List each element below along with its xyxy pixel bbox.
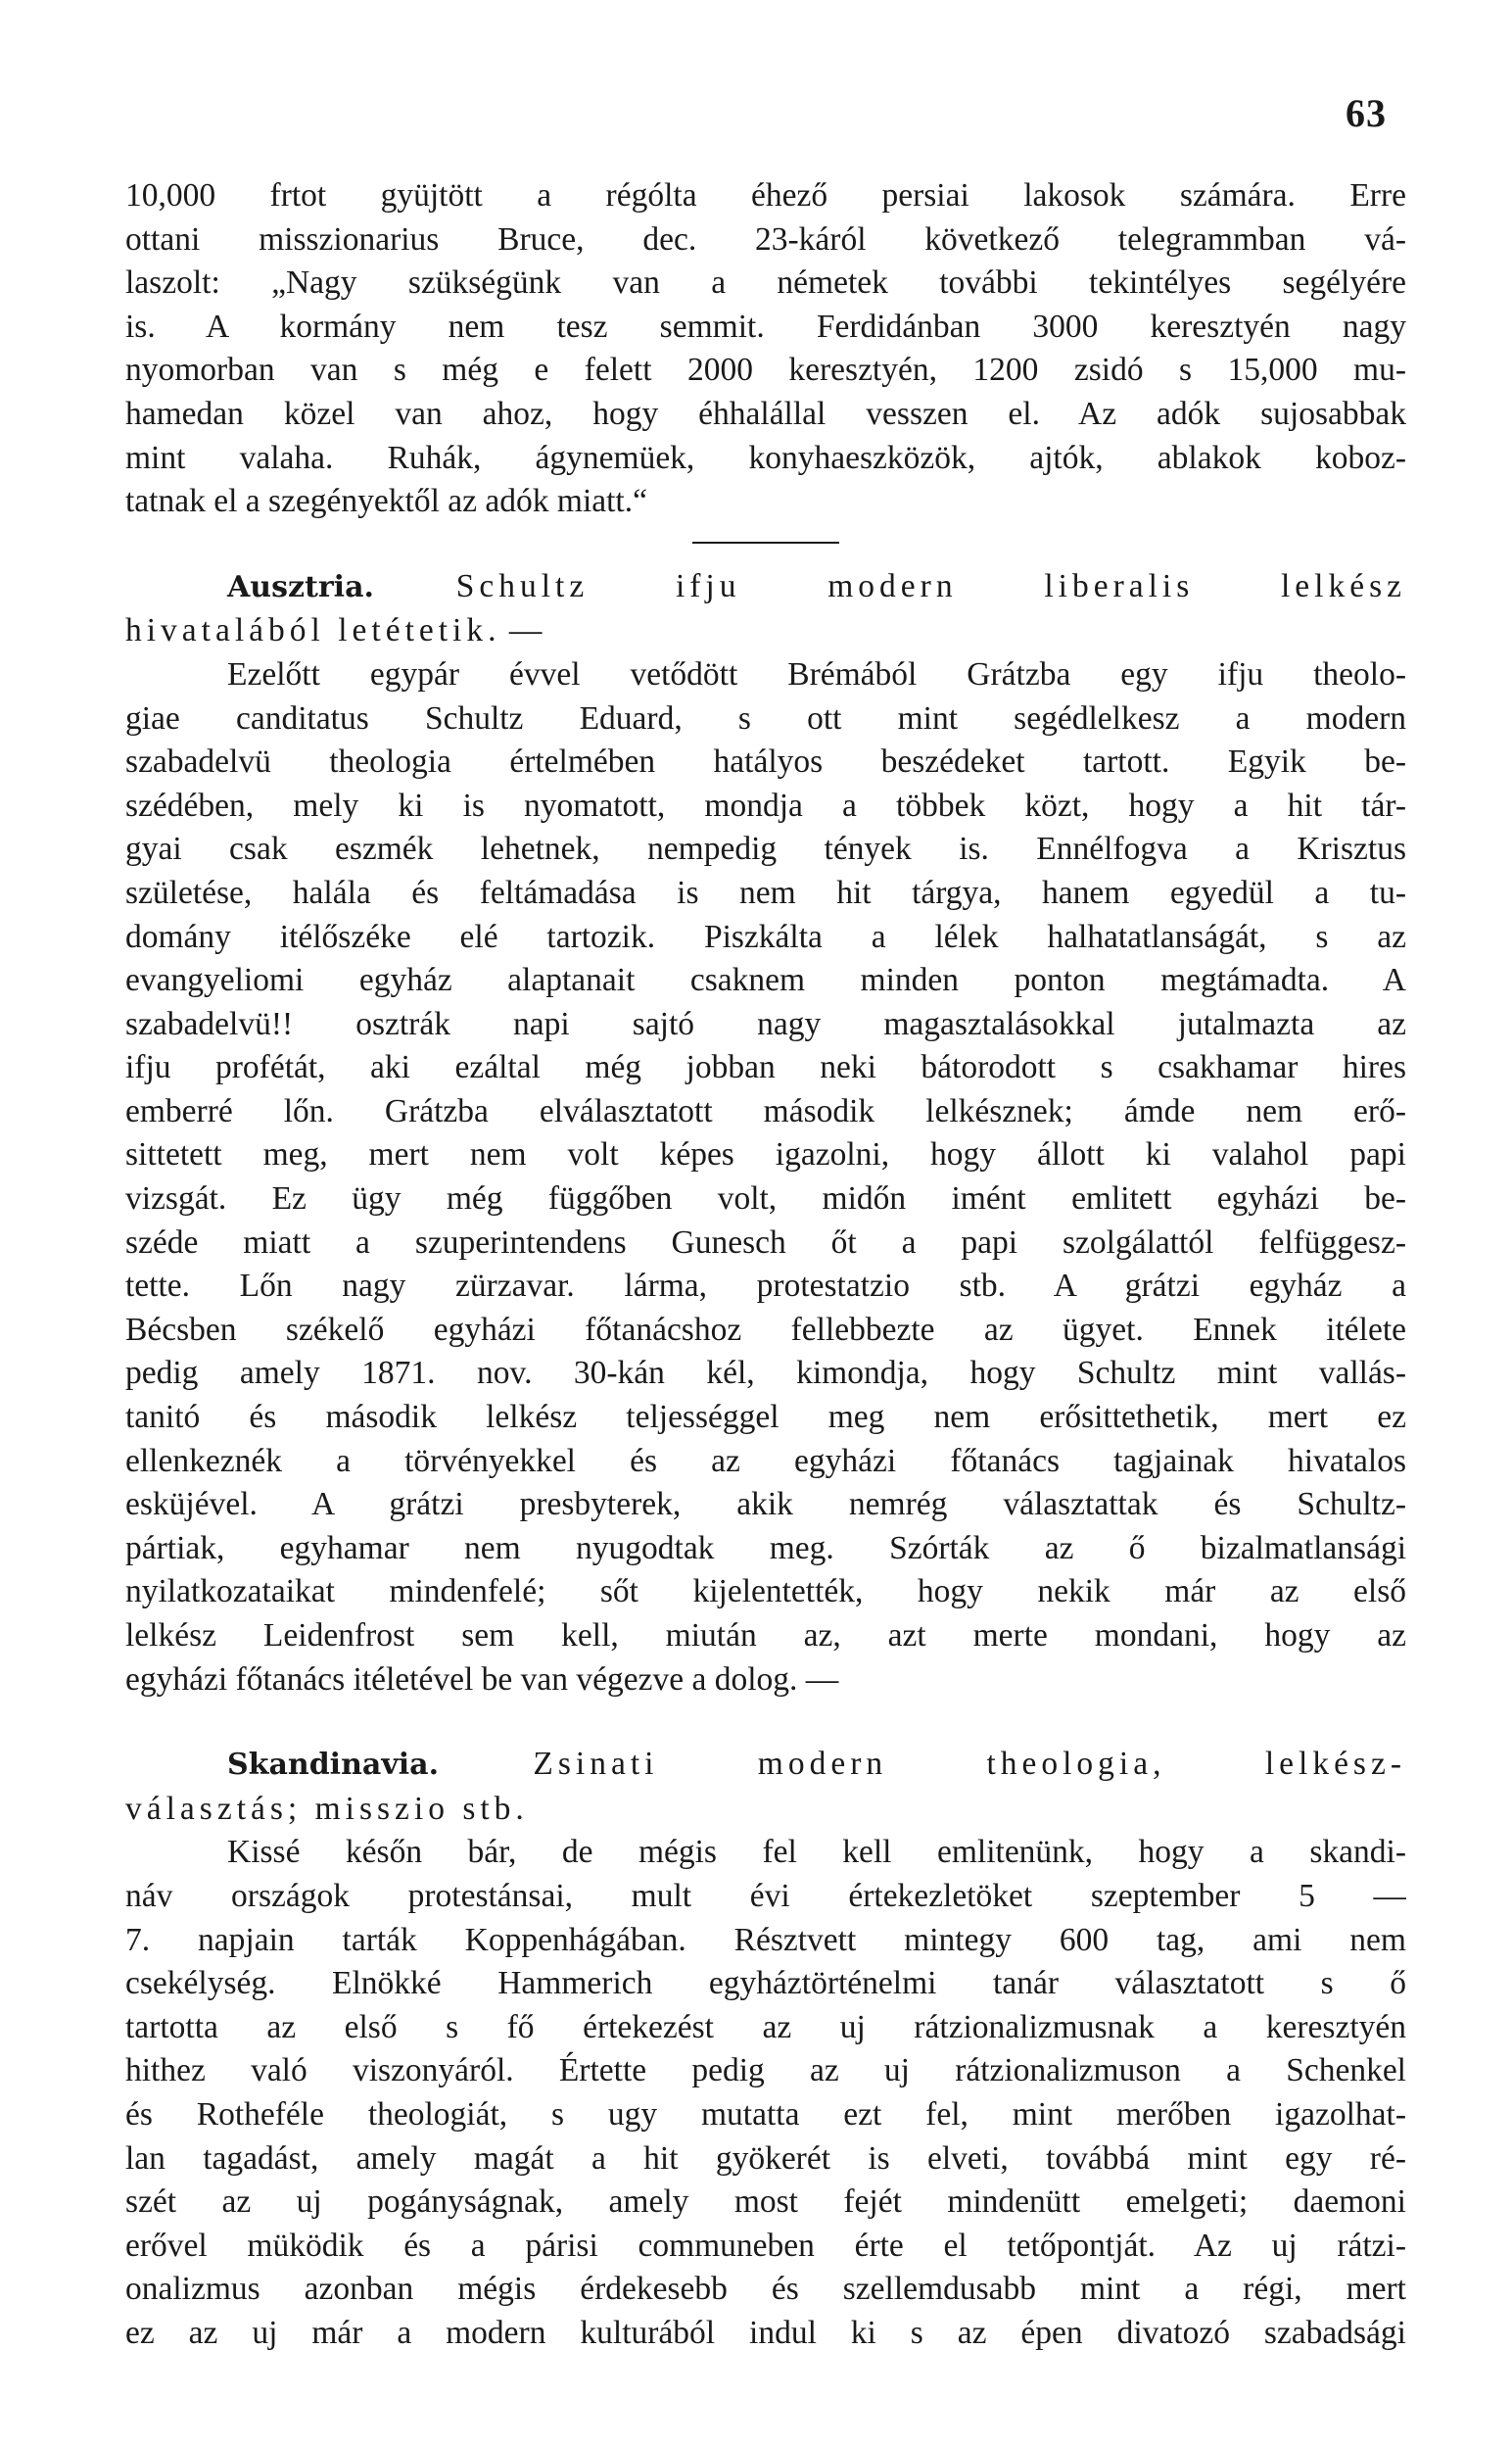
text-line: domány itélőszéke elé tartozik. Piszkálta a lélek halhatatlanságát, s az [125, 918, 1406, 955]
text-line: ez az uj már a modern kulturából indul ki s az épen divatozó szabadsági [125, 2314, 1406, 2351]
text-line: gyai csak eszmék lehetnek, nempedig tények is. Ennélfogva a Krisztus [125, 831, 1406, 868]
text-line: 7. napjain tarták Koppenhágában. Résztvett mintegy 600 tag, ami nem [125, 1921, 1406, 1958]
text-line: szét az uj pogányságnak, amely most fejét mindenütt emelgeti; daemoni [125, 2183, 1406, 2221]
text-line: nyomorban van s még e felett 2000 keresztyén, 1200 zsidó s 15,000 mu- [125, 352, 1406, 389]
text-line: náv országok protestánsai, mult évi értekezletöket szeptember 5 — [125, 1877, 1406, 1914]
section-heading-line [125, 565, 1406, 610]
section-subtitle-line [125, 609, 1406, 653]
text-line: csekélység. Elnökké Hammerich egyháztörténelmi tanár választatott s ő [125, 1965, 1406, 2002]
text-line: nyilatkozataikat mindenfelé; sőt kijelentették, hogy nekik már az első [125, 1573, 1406, 1610]
text-line: Bécsben székelő egyházi főtanácshoz fellebbezte az ügyet. Ennek itélete [125, 1311, 1406, 1348]
section-heading: Ausztria. [227, 569, 374, 604]
section-subtitle: Schultz ifju modern liberalis lelkész [455, 567, 1406, 604]
text-line: onalizmus azonban mégis érdekesebb és szellemdusabb mint a régi, mert [125, 2271, 1406, 2308]
text-line: hamedan közel van ahoz, hogy éhhalállal vesszen el. Az adók sujosabbak [125, 395, 1406, 432]
text-line: pártiak, egyhamar nem nyugodtak meg. Szórták az ő bizalmatlansági [125, 1529, 1406, 1566]
text-line: laszolt: „Nagy szükségünk van a németek további tekintélyes segélyére [125, 264, 1406, 302]
text-line: egyházi főtanács itéletével be van végezve a dolog. — [125, 1660, 839, 1698]
section-subtitle: Zsinati modern theologia, lelkész- [533, 1746, 1406, 1783]
text-line: és Rotheféle theologiát, s ugy mutatta ezt fel, mint merőben igazolhat- [125, 2095, 1406, 2133]
paragraph-persia [125, 174, 1406, 524]
text-line: ellenkeznék a törvényekkel és az egyházi főtanács tagjainak hivatalos [125, 1442, 1406, 1479]
text-line: erővel müködik és a párisi communeben érte el tetőpontját. Az uj rátzi- [125, 2227, 1406, 2264]
text-line: evangyeliomi egyház alaptanait csaknem minden ponton megtámadta. A [125, 962, 1406, 999]
section-subtitle: hivatalából letétetik. [125, 612, 501, 649]
text-line: esküjével. A grátzi presbyterek, akik nemrég választattak és Schultz- [125, 1486, 1406, 1523]
section-subtitle: választás; misszio stb. [125, 1790, 529, 1827]
text-line: hithez való viszonyáról. Értette pedig az uj rátzionalizmuson a Schenkel [125, 2052, 1406, 2089]
text-line: ifju profétát, aki ezáltal még jobban neki bátorodott s csakhamar hires [125, 1049, 1406, 1086]
text-line: széde miatt a szuperintendens Gunesch őt a papi szolgálattól felfüggesz- [125, 1223, 1406, 1261]
text-line: pedig amely 1871. nov. 30-kán kél, kimondja, hogy Schultz mint vallás- [125, 1355, 1406, 1392]
page-body [125, 174, 1406, 2356]
section-heading-line [125, 1743, 1406, 1788]
text-line: mint valaha. Ruhák, ágynemüek, konyhaeszközök, ajtók, ablakok koboz- [125, 439, 1406, 476]
text-line: tette. Lőn nagy zürzavar. lárma, protestatzio stb. A grátzi egyház a [125, 1268, 1406, 1305]
text-line: ottani misszionarius Bruce, dec. 23-káról következő telegrammban vá- [125, 220, 1406, 258]
text-line: szédében, mely ki is nyomatott, mondja a többek közt, hogy a hit tár- [125, 787, 1406, 824]
text-line: sittetett meg, mert nem volt képes igazolni, hogy állott ki valahol papi [125, 1136, 1406, 1174]
text-line: tatnak el a szegényektől az adók miatt.“ [125, 483, 647, 520]
section-subtitle-line [125, 1788, 1406, 1832]
text-line: lelkész Leidenfrost sem kell, miután az, azt merte mondani, hogy az [125, 1617, 1406, 1654]
text-line: Kissé későn bár, de mégis fel kell emlitenünk, hogy a skandi- [227, 1834, 1406, 1871]
text-line: szabadelvü theologia értelmében hatályos beszédeket tartott. Egyik be- [125, 743, 1406, 781]
text-line: 10,000 frtot gyüjtött a régólta éhező persiai lakosok számára. Erre [125, 177, 1406, 214]
dash: — [500, 612, 543, 649]
section-heading: Skandinavia. [227, 1748, 440, 1783]
text-line: vizsgát. Ez ügy még függőben volt, midőn imént emlitett egyházi be- [125, 1180, 1406, 1218]
page-number: 63 [1346, 91, 1387, 135]
section-divider [692, 542, 839, 544]
text-line: Ezelőtt egypár évvel vetődött Brémából Grátzba egy ifju theolo- [227, 655, 1406, 693]
text-line: tartotta az első s fő értekezést az uj rátzionalizmusnak a keresztyén [125, 2008, 1406, 2045]
text-line: tanitó és második lelkész teljességgel meg nem erősittethetik, mert ez [125, 1399, 1406, 1436]
text-line: emberré lőn. Grátzba elválasztatott második lelkésznek; ámde nem erő- [125, 1092, 1406, 1129]
section-austria [125, 565, 1406, 1702]
text-line: szabadelvü!! osztrák napi sajtó nagy magasztalásokkal jutalmazta az [125, 1005, 1406, 1042]
text-line: lan tagadást, amely magát a hit gyökerét is elveti, továbbá mint egy ré- [125, 2139, 1406, 2177]
section-gap [125, 1702, 1406, 1743]
text-line: születése, halála és feltámadása is nem hit tárgya, hanem egyedül a tu- [125, 874, 1406, 911]
text-line: is. A kormány nem tesz semmit. Ferdidánban 3000 keresztyén nagy [125, 308, 1406, 345]
section-skandinavia [125, 1743, 1406, 2355]
text-line: giae canditatus Schultz Eduard, s ott mint segédlelkesz a modern [125, 699, 1406, 737]
